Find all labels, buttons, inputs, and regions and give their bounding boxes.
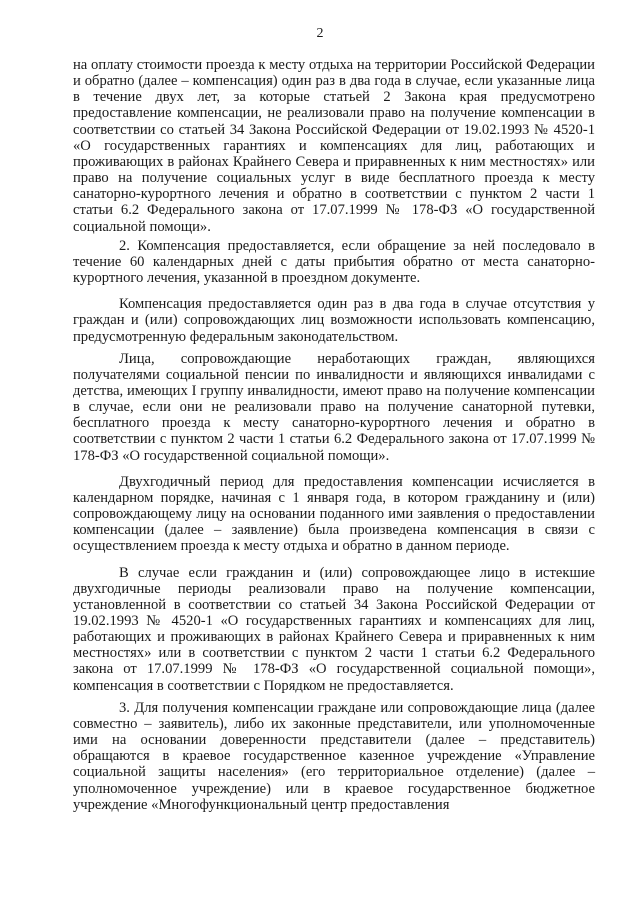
paragraph-continuation: на оплату стоимости проезда к месту отдыха на территории Российской Федерации и обратно (далее – компенсация) один раз в два года в случае, если указанные лица в течение двух лет, за которые статьей 2 Закона края предусмотрено предоставление компенсации, не реализовали право на получение компенсации в соответствии со статьей 34 Закона Российской Федерации от 19.02.1993 № 4520-1 «О государственных гарантиях и компенсациях для лиц, работающих и проживающих в районах Крайнего Севера и приравненных к ним местностях» или право на получение социальных услуг в виде бесплатного проезда к месту санаторно-курортного лечения и обратно в соответствии с пунктом 2 части 1 статьи 6.2 Федерального закона от 17.07.1999 № 178-ФЗ «О государственной социальной помощи».: [73, 57, 595, 235]
page-number: 2: [316, 26, 324, 41]
paragraph-item-3: 3. Для получения компенсации граждане или сопровождающие лица (далее совместно – заявитель), либо их законные представители, или уполномоченные ими на основании доверенности представители (далее – представитель) обращаются в краевое государственное казенное учреждение «Управление социальной защиты населения» (его территориальное отделение) (далее – уполномоченное учреждение) или в краевое государственное бюджетное учреждение «Многофункциональный центр предоставления: [73, 699, 595, 813]
paragraph-accompanying-persons: Лица, сопровождающие неработающих граждан, являющихся получателями социальной пенсии по инвалидности и являющихся инвалидами с детства, имеющих I группу инвалидности, имеют право на получение компенсации в случае, если они не реализовали право на получение санаторной путевки, бесплатного проезда к месту санаторно-курортного лечения и обратно в соответствии с пунктом 2 части 1 статьи 6.2 Федерального закона от 17.07.1999 № 178-ФЗ «О государственной социальной помощи».: [73, 350, 595, 464]
paragraph-exclusion: В случае если гражданин и (или) сопровождающее лицо в истекшие двухгодичные периоды реализовали право на получение компенсации, установленной в соответствии со статьей 34 Закона Российской Федерации от 19.02.1993 № 4520-1 «О государственных гарантиях и компенсациях для лиц, работающих и проживающих в районах Крайнего Севера и приравненных к ним местностях» или в соответствии с пунктом 2 части 1 статьи 6.2 Федерального закона от 17.07.1999 № 178-ФЗ «О государственной социальной помощи», компенсация в соответствии с Порядком не предоставляется.: [73, 564, 595, 694]
paragraph-two-year-period: Двухгодичный период для предоставления компенсации исчисляется в календарном порядке, начиная с 1 января года, в котором гражданину и (или) сопровождающему лицу на основании поданного ими заявления о предоставлении компенсации (далее – заявление) была произведена компенсация в связи с осуществлением проезда к месту отдыха и обратно в данном периоде.: [73, 473, 595, 555]
paragraph-frequency: Компенсация предоставляется один раз в два года в случае отсутствия у граждан и (или) сопровождающих лиц возможности использовать компенсацию, предусмотренную федеральным законодательством.: [73, 296, 595, 345]
paragraph-item-2: 2. Компенсация предоставляется, если обращение за ней последовало в течение 60 календарных дней с даты прибытия обратно от места санаторно-курортного лечения, указанной в проездном документе.: [73, 237, 595, 287]
document-body: [73, 57, 595, 813]
